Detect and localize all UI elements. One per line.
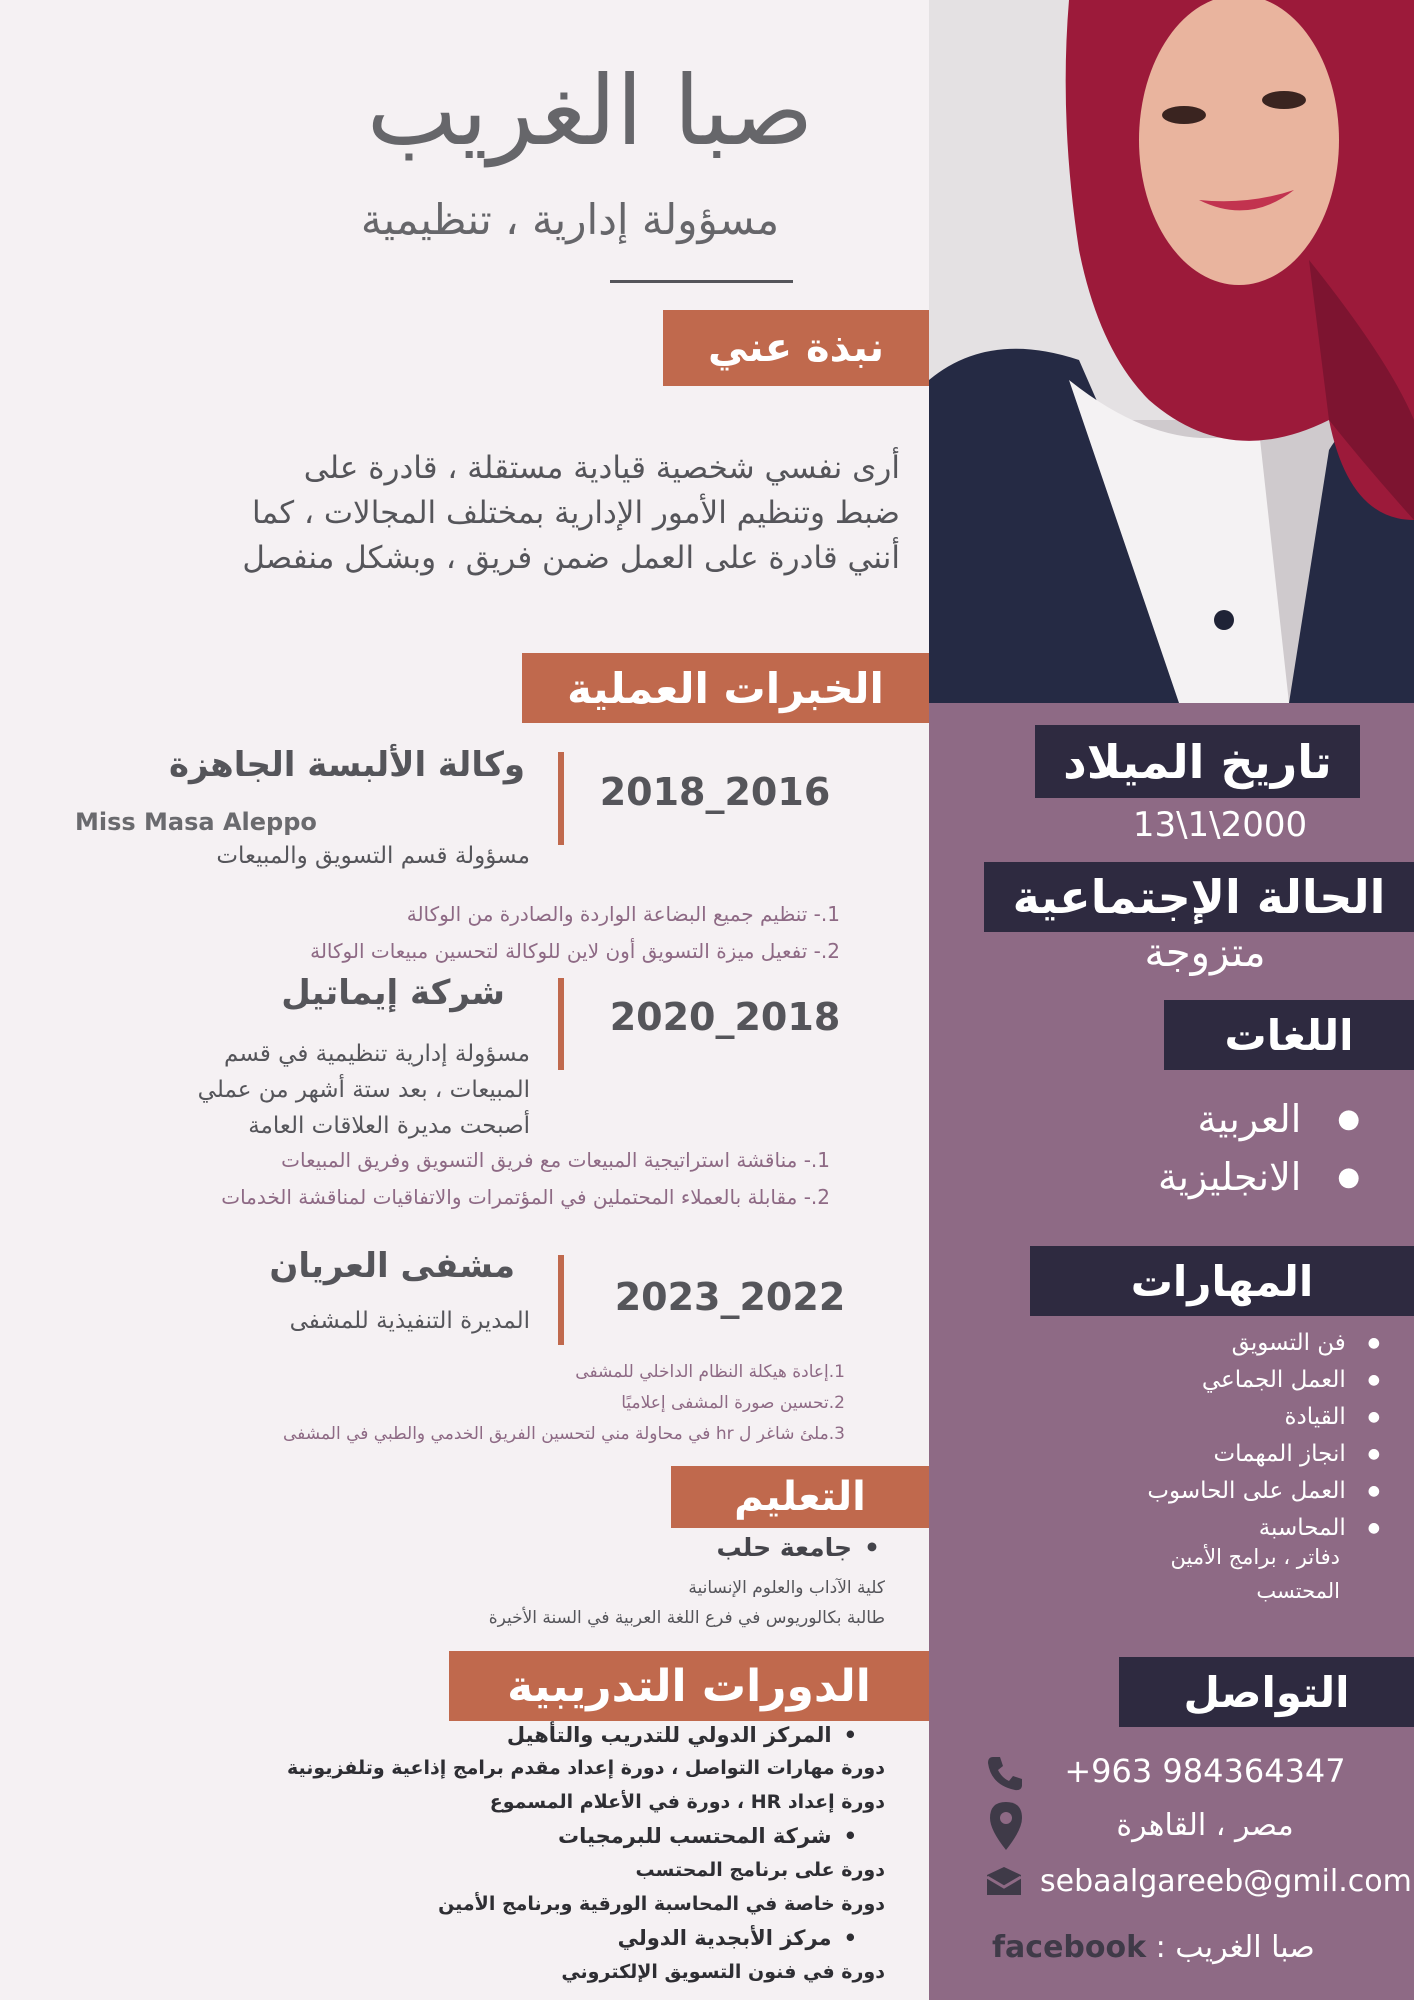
job-task: 2.- مقابلة بالعملاء المحتملين في المؤتمرات والاتفاقيات لمناقشة الخدمات [221, 1185, 830, 1209]
courses-list [280, 1719, 885, 1989]
bullet-icon: ● [1337, 1162, 1360, 1192]
course-line: دورة إعداد HR ، دورة في الأعلام المسموع [489, 1791, 885, 1813]
job-task: 1.- تنظيم جميع البضاعة الواردة والصادرة من الوكالة [406, 902, 840, 926]
about-heading [663, 310, 929, 386]
skills-list [1080, 1324, 1380, 1546]
job-role [100, 1036, 530, 1144]
location-value: مصر ، القاهرة [1116, 1808, 1294, 1843]
about-line: أرى نفسي شخصية قيادية مستقلة ، قادرة على [303, 450, 900, 486]
email-icon [985, 1865, 1023, 1897]
timeline-rule [558, 978, 564, 1070]
bullet-icon: ● [1337, 1104, 1360, 1134]
about-line: ضبط وتنظيم الأمور الإدارية بمختلف المجالات ، كما [252, 495, 900, 531]
language-label: الانجليزية [1158, 1155, 1302, 1199]
course-group-label: • مركز الأبجدية الدولي [618, 1926, 857, 1950]
job-task: 3.ملئ شاغر ل hr في محاولة مني لتحسين الفريق الخدمي والطبي في المشفى [283, 1424, 845, 1444]
job-tasks [200, 1357, 845, 1450]
profile-photo-illustration [929, 0, 1414, 703]
skill-item [1080, 1435, 1380, 1472]
course-group-name [280, 1719, 885, 1751]
languages-heading-text: اللغات [1224, 1010, 1354, 1060]
language-item [1100, 1090, 1360, 1148]
job-task: 1.إعادة هيكلة النظام الداخلي للمشفى [575, 1362, 845, 1382]
job-role: المديرة التنفيذية للمشفى [289, 1308, 530, 1334]
job-years: 2023_2022 [614, 1275, 846, 1319]
skill-label: القيادة [1284, 1403, 1346, 1430]
timeline-rule [558, 1255, 564, 1345]
job-tasks [80, 1142, 830, 1216]
job-years: 2020_2018 [609, 995, 841, 1039]
course-group-label: • شركة المحتسب للبرمجيات [558, 1824, 857, 1848]
bullet-icon: ● [1367, 1371, 1380, 1388]
education-detail: طالبة بكالوريوس في فرع اللغة العربية في السنة الأخيرة [488, 1608, 885, 1628]
languages-list [1100, 1090, 1360, 1206]
job-subtitle: Miss Masa Aleppo [75, 808, 317, 836]
skills-note-line: دفاتر ، برامج الأمين [1170, 1545, 1340, 1569]
skill-label: فن التسويق [1231, 1329, 1346, 1356]
phone-icon [985, 1753, 1025, 1793]
facebook-link[interactable] [992, 1930, 1315, 1965]
skill-label: العمل على الحاسوب [1147, 1477, 1346, 1504]
job-company: شركة إيماتيل [281, 973, 505, 1013]
skill-label: انجاز المهمات [1213, 1440, 1346, 1467]
bullet-icon: ● [1367, 1445, 1380, 1462]
birth-date-heading-text: تاريخ الميلاد [1063, 734, 1332, 789]
about-text [140, 446, 900, 581]
course-group-label: • المركز الدولي للتدريب والتأهيل [507, 1723, 857, 1747]
job-years: 2018_2016 [599, 770, 831, 814]
course-line: دورة خاصة في المحاسبة الورقية وبرنامج الأمين [438, 1893, 885, 1915]
experience-heading [522, 653, 929, 723]
education-school [520, 1533, 880, 1562]
skill-item [1080, 1472, 1380, 1509]
language-label: العربية [1197, 1097, 1302, 1141]
about-line: أنني قادرة على العمل ضمن فريق ، وبشكل منفصل [242, 540, 900, 576]
skills-note [1120, 1540, 1340, 1608]
education-heading-text: التعليم [734, 1474, 866, 1520]
job-task: 2.- تفعيل ميزة التسويق أون لاين للوكالة لتحسين مبيعات الوكالة [310, 939, 840, 963]
courses-heading [449, 1651, 929, 1721]
job-title: مسؤولة إدارية ، تنظيمية [360, 195, 780, 244]
job-tasks [150, 896, 840, 970]
bullet-icon: ● [1367, 1519, 1380, 1536]
education-heading [671, 1466, 929, 1528]
languages-heading [1164, 1000, 1414, 1070]
job-task: 2.تحسين صورة المشفى إعلاميًا [621, 1393, 845, 1413]
phone-number[interactable]: +963 984364347 [1064, 1752, 1346, 1790]
facebook-name: : صبا الغريب [1146, 1930, 1315, 1965]
birth-date-value: 13\1\2000 [1132, 805, 1308, 845]
skills-heading [1030, 1246, 1414, 1316]
contact-heading [1119, 1657, 1414, 1727]
job-task: 1.- مناقشة استراتيجية المبيعات مع فريق التسويق وفريق المبيعات [281, 1148, 830, 1172]
timeline-rule [558, 752, 564, 845]
marital-status-heading-text: الحالة الإجتماعية [1012, 870, 1386, 924]
job-role-line: مسؤولة إدارية تنظيمية في قسم [224, 1041, 530, 1067]
marital-status-heading [984, 862, 1414, 932]
course-line: دورة مهارات التواصل ، دورة إعداد مقدم برامج إذاعية وتلفزيونية [287, 1757, 885, 1779]
skill-item [1080, 1324, 1380, 1361]
job-company: مشفى العريان [269, 1246, 515, 1286]
course-group-name [280, 1921, 885, 1955]
language-item [1100, 1148, 1360, 1206]
skills-heading-text: المهارات [1130, 1256, 1314, 1306]
birth-date-heading [1035, 725, 1360, 798]
education-school-name: • جامعة حلب [716, 1533, 880, 1562]
facebook-label: facebook [992, 1930, 1147, 1965]
education-faculty: كلية الآداب والعلوم الإنسانية [688, 1578, 885, 1598]
course-group-name [280, 1819, 885, 1853]
title-divider [610, 280, 793, 283]
marital-status-value: متزوجة [1144, 930, 1266, 976]
job-company: وكالة الألبسة الجاهزة [168, 745, 525, 785]
person-name: صبا الغريب [366, 55, 814, 167]
job-role-line: أصبحت مديرة العلاقات العامة [248, 1113, 530, 1139]
about-heading-text: نبذة عني [707, 325, 885, 371]
skill-item [1080, 1398, 1380, 1435]
contact-heading-text: التواصل [1183, 1667, 1350, 1717]
courses-heading-text: الدورات التدريبية [507, 1660, 871, 1712]
skill-label: العمل الجماعي [1201, 1366, 1346, 1393]
job-role: مسؤولة قسم التسويق والمبيعات [216, 843, 530, 869]
education-details [420, 1573, 885, 1633]
experience-heading-text: الخبرات العملية [567, 663, 884, 713]
course-line: دورة في فنون التسويق الإلكتروني [561, 1961, 885, 1983]
bullet-icon: ● [1367, 1334, 1380, 1351]
location-icon [988, 1800, 1024, 1852]
email-address[interactable]: sebaalgareeb@gmil.com [1040, 1864, 1412, 1899]
bullet-icon: ● [1367, 1408, 1380, 1425]
course-line: دورة على برنامج المحتسب [635, 1859, 885, 1881]
skill-item [1080, 1361, 1380, 1398]
skills-note-line: المحتسب [1256, 1579, 1340, 1603]
skill-label: المحاسبة [1258, 1514, 1346, 1541]
profile-photo [929, 0, 1414, 703]
job-role-line: المبيعات ، بعد ستة أشهر من عملي [197, 1077, 530, 1103]
bullet-icon: ● [1367, 1482, 1380, 1499]
